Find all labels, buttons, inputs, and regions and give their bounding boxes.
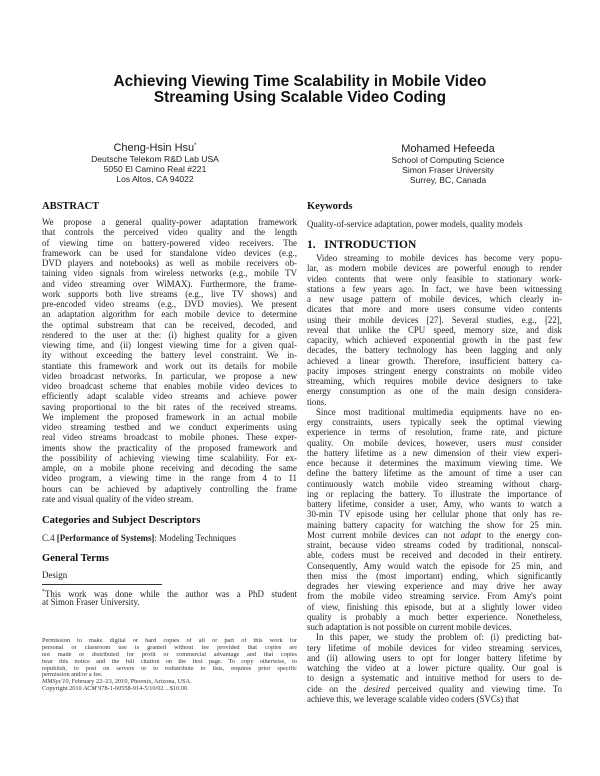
author-name — [45, 142, 265, 154]
text-line: video broadcast scheme that enables mobile video devices to — [42, 381, 297, 391]
text-line: republish, to post on servers or to redistribute to lists, requires prior specific — [42, 665, 297, 672]
text-line: degrades her viewing experience and may drive her away — [307, 581, 562, 591]
text-segment: perceived quality and viewing time. To — [389, 683, 562, 694]
author-name: Mohamed Hefeeda — [401, 143, 495, 155]
author-affiliation: Deutsche Telekom R&D Lab USA — [91, 154, 219, 164]
text-line — [42, 679, 297, 686]
text-line: that controls the perceived video quality and the length — [42, 227, 297, 238]
text-line: of viewing time on battery-powered video receivers. The — [42, 237, 297, 248]
text-line: rendered to the user at the: (i) highest quality for a given — [42, 329, 297, 340]
text-segment: Copyright 2010 — [42, 686, 84, 693]
text-line: video streaming testbed and we conduct experiments using — [42, 422, 297, 432]
author-affiliation: School of Computing Science — [391, 155, 505, 165]
text-line: We propose a general quality-power adaptation framework — [42, 217, 297, 227]
author-name-text: Cheng-Hsin Hsu — [113, 142, 195, 154]
text-line: achieve this, we leverage scalable video coders (SVCs) that — [307, 693, 519, 704]
text-line: framework can be used for standalone video devices (e.g., — [42, 247, 297, 258]
text-line: stantiate this framework and work out its details for mobile — [42, 360, 297, 371]
text-line: lar, as modern mobile devices are powerful enough to render — [307, 263, 562, 274]
category-name: [Performance of Systems] — [56, 533, 155, 543]
text-line: using their mobile devices [27]. Several studies, e.g., [22], — [307, 314, 562, 325]
author-city: Surrey, BC, Canada — [409, 175, 487, 186]
text-line: ergy constraints, users typically seek the optimal viewing — [307, 417, 562, 427]
text-line: the optimal substream that can be received, decoded, and — [42, 319, 297, 330]
text-line: ity without exceeding the battery level constraint. We in- — [42, 350, 297, 361]
text-line: work supports both live streams (e.g., live TV shows) and — [42, 288, 297, 299]
text-line: video program, a viewing time in the range from 4 to 11 — [42, 473, 297, 484]
text-line: the battery lifetime as a new dimension of their view experi- — [307, 447, 562, 458]
text-line: saving proportional to the bit rates of the received streams. — [42, 401, 297, 412]
text-line: permission and/or a fee. — [42, 672, 103, 679]
text-line: pre-encoded video streams (e.g., DVD movies). We present — [42, 299, 297, 309]
introduction-heading: 1. INTRODUCTION — [307, 239, 417, 251]
footnote-line — [42, 587, 297, 597]
text-line: able, coders must be received and decoded in their entirety. — [307, 550, 562, 561]
text-line: quality is probably a much better experience. Nonetheless, — [307, 611, 562, 622]
footnote-line: at Simon Fraser University. — [42, 597, 140, 608]
text-line: of view, finishing this episode, but at a slightly lower video — [307, 601, 562, 612]
text-line: Consequently, Amy would watch the episode for 25 min, and — [307, 560, 562, 571]
author-city: Los Altos, CA 94022 — [116, 174, 194, 185]
text-line: energy consumption as one of the main design considera- — [307, 386, 562, 397]
author-block-1 — [45, 142, 265, 185]
emphasized-text: MMSys'10 — [42, 679, 69, 686]
text-line: video broadcast networks. In particular, we propose a new — [42, 370, 297, 381]
text-line: taining video signals from wireless networks (e.g., mobile TV — [42, 268, 297, 279]
footnote-mark: * — [42, 589, 45, 595]
author-block-2 — [338, 143, 558, 186]
text-line: 30-min TV episode using her cellular phone that only has re- — [307, 509, 562, 520]
text-line: In this paper, we study the problem of: (i) predicting bat- — [316, 632, 562, 643]
text-segment: consider — [522, 437, 562, 448]
footnote — [42, 587, 297, 608]
emphasized-text: ACM — [83, 686, 97, 693]
emphasized-text: desired — [363, 683, 390, 694]
footnote-divider — [42, 584, 162, 585]
text-line: ence because it determines the maximum viewing time. We — [307, 458, 562, 468]
text-line: dicates that more and more users consume video contents — [307, 304, 562, 315]
text-line: Video streaming to mobile devices has become very popu- — [316, 253, 562, 263]
category-subject: : Modeling Techniques — [154, 533, 236, 543]
text-line: real video streams broadcast to mobile phones. These exper- — [42, 432, 297, 443]
text-line: reveal that unlike the CPU speed, memory size, and disk — [307, 324, 562, 335]
text-line: then miss the (most important) ending, which significantly — [307, 570, 562, 581]
text-line: a new usage pattern of mobile devices, which clearly in- — [307, 294, 562, 304]
text-line: define the battery lifetime as the amount of time a user can — [307, 468, 562, 479]
text-line: and (ii) allowing users to opt for longer battery lifetime by — [307, 652, 562, 663]
footnote-text: This work was done while the author was a PhD student — [45, 588, 297, 598]
emphasized-text: must — [505, 437, 523, 448]
introduction-body — [307, 253, 562, 704]
text-line: iments show the practicality of the proposed framework and — [42, 442, 297, 453]
text-line: personal or classroom use is granted without fee provided that copies are — [42, 644, 297, 651]
category-code: C.4 — [42, 533, 55, 543]
text-line: efficiently adapt scalable video streams and achieve power — [42, 391, 297, 402]
text-line: battery lifetime, consider a user, Amy, who wants to watch a — [307, 499, 562, 509]
text-segment: quality. On mobile devices, however, users — [307, 437, 506, 448]
text-line: Since most traditional multimedia equipments have no en- — [316, 406, 562, 417]
text-line: from the mobile video streaming service. From Amy's point — [307, 591, 562, 602]
text-line — [42, 686, 297, 693]
permission-notice — [42, 638, 297, 693]
abstract-heading: ABSTRACT — [42, 201, 100, 212]
text-segment: to the energy con- — [480, 529, 562, 540]
text-line: continuously watch mobile video streaming without charg- — [307, 478, 562, 489]
text-line: straint, because video streams coded by traditional, nonscal- — [307, 540, 562, 550]
text-line: hours can be achieved by adaptively controlling the frame — [42, 483, 297, 494]
text-line: pacity imposes stringent energy constraints on mobile video — [307, 365, 562, 376]
text-line: tions. — [307, 396, 327, 407]
text-line: decades, the battery technology has been lagging and only — [307, 345, 562, 356]
text-segment: 978-1-60558-914-5/10/02 ...$10.00. — [96, 686, 189, 693]
text-line: such adaptation is not possible on current mobile devices. — [307, 622, 512, 632]
text-line — [307, 438, 562, 448]
abstract-body — [42, 217, 297, 504]
text-line: bear this notice and the full citation on the first page. To copy otherwise, to — [42, 658, 297, 665]
text-line: rate and visual quality of the video stream. — [42, 493, 194, 504]
text-line: achieved a linear growth. Therefore, insufficient battery ca- — [307, 355, 562, 366]
text-line: DVD players and notebooks) as well as mobile receivers ob- — [42, 258, 297, 268]
text-segment: Most current mobile devices can not — [307, 529, 461, 540]
text-line: and video streaming over WiMAX). Furthermore, the frame- — [42, 278, 297, 289]
text-line: tery lifetime of mobile devices for video streaming services, — [307, 642, 562, 653]
text-line: the possibility of achieving viewing time scalability. For ex- — [42, 452, 297, 463]
text-line — [307, 684, 562, 694]
text-line: ing or replacing the battery. To illustrate the importance of — [307, 488, 562, 499]
paper-title-line-1: Achieving Viewing Time Scalability in Mobile Video — [113, 73, 487, 90]
text-line: video contents that were only feasible to stationary work- — [307, 273, 562, 284]
text-line: ample, on a mobile phone receiving and decoding the same — [42, 463, 297, 473]
general-terms-text: Design — [42, 570, 68, 580]
text-line — [307, 530, 562, 540]
text-line: an adaptation algorithm for each mobile device to determine — [42, 309, 297, 320]
text-segment: , February 22–23, 2010, Phoenix, Arizona, USA. — [68, 679, 192, 686]
keywords-text: Quality-of-service adaptation, power models, quality models — [307, 219, 523, 229]
text-line: not made or distributed for profit or commercial advantage and that copies — [42, 651, 297, 658]
text-line: maining battery capacity for watching the show for 25 min. — [307, 519, 562, 530]
text-segment: cide on the — [307, 683, 364, 694]
categories-text — [42, 533, 297, 543]
text-line: stations a few years ago. In fact, we have been witnessing — [307, 283, 562, 294]
text-line: watching the video at a lower picture quality. Our goal is — [307, 663, 562, 673]
author-university: Simon Fraser University — [402, 165, 494, 176]
text-line: viewing time, and (ii) longest viewing time for a given qual- — [42, 340, 297, 350]
author-address: 5050 El Camino Real #221 — [103, 164, 207, 175]
text-line: to design a systematic and intuitive method for users to de- — [307, 673, 562, 684]
keywords-heading: Keywords — [307, 201, 353, 212]
text-line: streaming, which requires mobile device designers to take — [307, 376, 562, 386]
emphasized-text: adapt — [460, 529, 481, 540]
general-terms-heading: General Terms — [42, 553, 109, 564]
text-line: Permission to make digital or hard copies of all or part of this work for — [42, 638, 297, 644]
text-line: experience in terms of resolution, frame rate, and picture — [307, 427, 562, 438]
categories-heading: Categories and Subject Descriptors — [42, 515, 201, 526]
paper-title-line-2: Streaming Using Scalable Video Coding — [153, 89, 447, 106]
text-line: We implement the proposed framework in an actual mobile — [42, 411, 297, 422]
footnote-mark: * — [194, 143, 197, 149]
text-line: capacity, which achieved exponential growth in the past few — [307, 335, 562, 345]
